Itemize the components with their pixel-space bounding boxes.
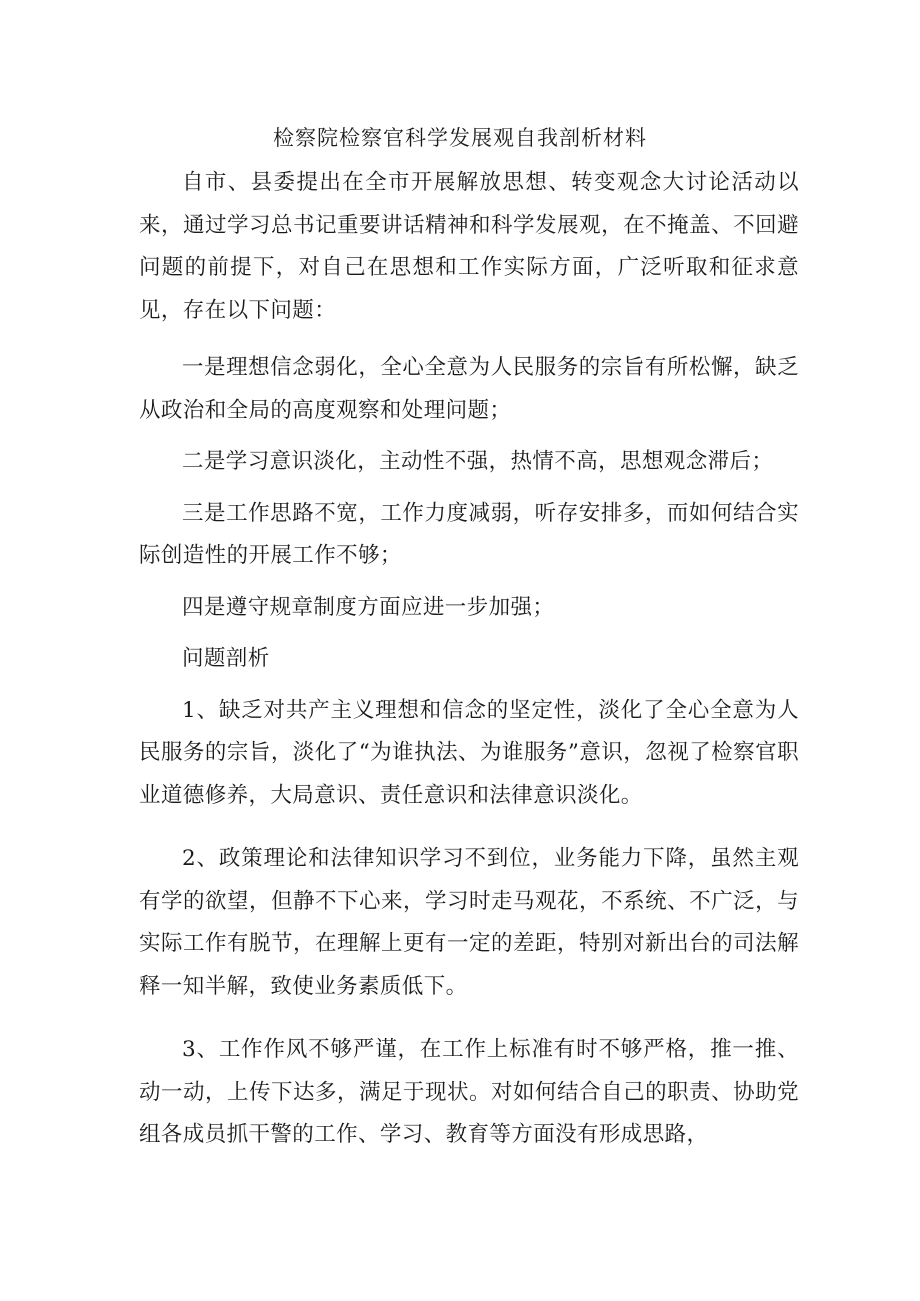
paragraph-issue-1: 一是理想信念弱化，全心全意为人民服务的宗旨有所松懈，缺乏从政治和全局的高度观察和处理问题； [139, 355, 799, 423]
document-title: 检察院检察官科学发展观自我剖析材料 [273, 126, 647, 150]
paragraph-analysis-1: 1、缺乏对共产主义理想和信念的坚定性，淡化了全心全意为人民服务的宗旨，淡化了“为谁执法、为谁服务”意识，忽视了检察官职业道德修养，大局意识、责任意识和法律意识淡化。 [139, 697, 799, 808]
section-heading-analysis: 问题剖析 [182, 646, 270, 671]
paragraph-analysis-3: 3、工作作风不够严谨，在工作上标准有时不够严格，推一推、动一动，上传下达多，满足于现状。对如何结合自己的职责、协助党组各成员抓干警的工作、学习、教育等方面没有形成思路， [139, 1037, 799, 1147]
paragraph-analysis-2: 2、政策理论和法律知识学习不到位，业务能力下降，虽然主观有学的欲望，但静不下心来，学习时走马观花，不系统、不广泛，与实际工作有脱节，在理解上更有一定的差距，特别对新出台的司法解释一知半解，致使业务素质低下。 [139, 846, 799, 999]
paragraph-issue-4: 四是遵守规章制度方面应进一步加强； [182, 594, 555, 620]
paragraph-issue-3: 三是工作思路不宽，工作力度减弱，听存安排多，而如何结合实际创造性的开展工作不够； [139, 500, 799, 568]
paragraph-issue-2: 二是学习意识淡化，主动性不强，热情不高，思想观念滞后； [182, 449, 774, 474]
paragraph-intro: 自市、县委提出在全市开展解放思想、转变观念大讨论活动以来，通过学习总书记重要讲话精神和科学发展观，在不掩盖、不回避问题的前提下，对自己在思想和工作实际方面，广泛听取和征求意见，存在以下问题： [139, 170, 799, 323]
document-body [139, 162, 799, 1157]
